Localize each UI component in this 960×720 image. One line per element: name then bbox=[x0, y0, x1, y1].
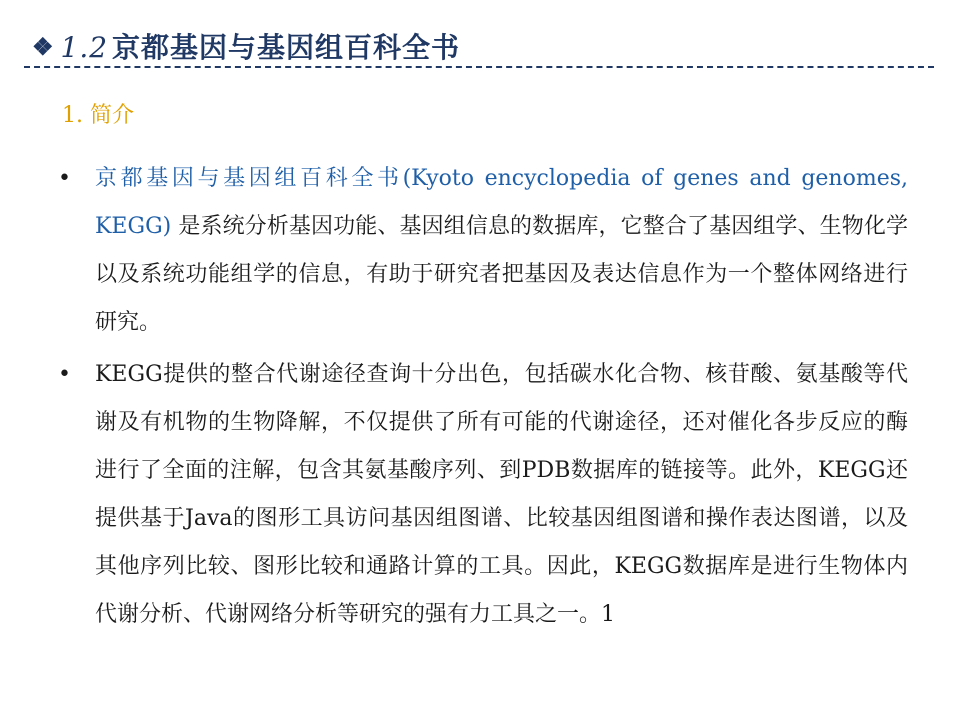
slide-body bbox=[58, 155, 908, 643]
kegg-full-name: 京都基因与基因组百科全书(Kyoto encyclopedia of genes and genomes, KEGG) bbox=[95, 166, 908, 239]
bullet-dot-icon: • bbox=[58, 166, 71, 191]
title-number: 1.2 bbox=[60, 31, 109, 64]
bullet-dot-icon: • bbox=[58, 362, 71, 387]
diamond-bullet-icon: ❖ bbox=[32, 32, 55, 61]
title-text: 京都基因与基因组百科全书 bbox=[112, 31, 461, 64]
slide-title bbox=[32, 26, 460, 66]
bullet-paragraph bbox=[95, 155, 908, 347]
title-divider bbox=[24, 66, 934, 68]
bullet-paragraph: KEGG提供的整合代谢途径查询十分出色，包括碳水化合物、核苷酸、氨基酸等代谢及有机物的生物降解，不仅提供了所有可能的代谢途径，还对催化各步反应的酶进行了全面的注解，包含其氨基酸序列、到PDB数据库的链接等。此外，KEGG还提供基于Java的图形工具访问基因组图谱、比较基因组图谱和操作表达图谱，以及其他序列比较、图形比较和通路计算的工具。因此，KEGG数据库是进行生物体内代谢分析、代谢网络分析等研究的强有力工具之一。1 bbox=[95, 362, 908, 627]
section-heading: 1. 简介 bbox=[62, 103, 134, 128]
bullet-text: 是系统分析基因功能、基因组信息的数据库，它整合了基因组学、生物化学以及系统功能组学的信息，有助于研究者把基因及表达信息作为一个整体网络进行研究。 bbox=[95, 214, 908, 335]
bullet-item-intro bbox=[58, 155, 908, 347]
bullet-item-features bbox=[58, 351, 908, 639]
